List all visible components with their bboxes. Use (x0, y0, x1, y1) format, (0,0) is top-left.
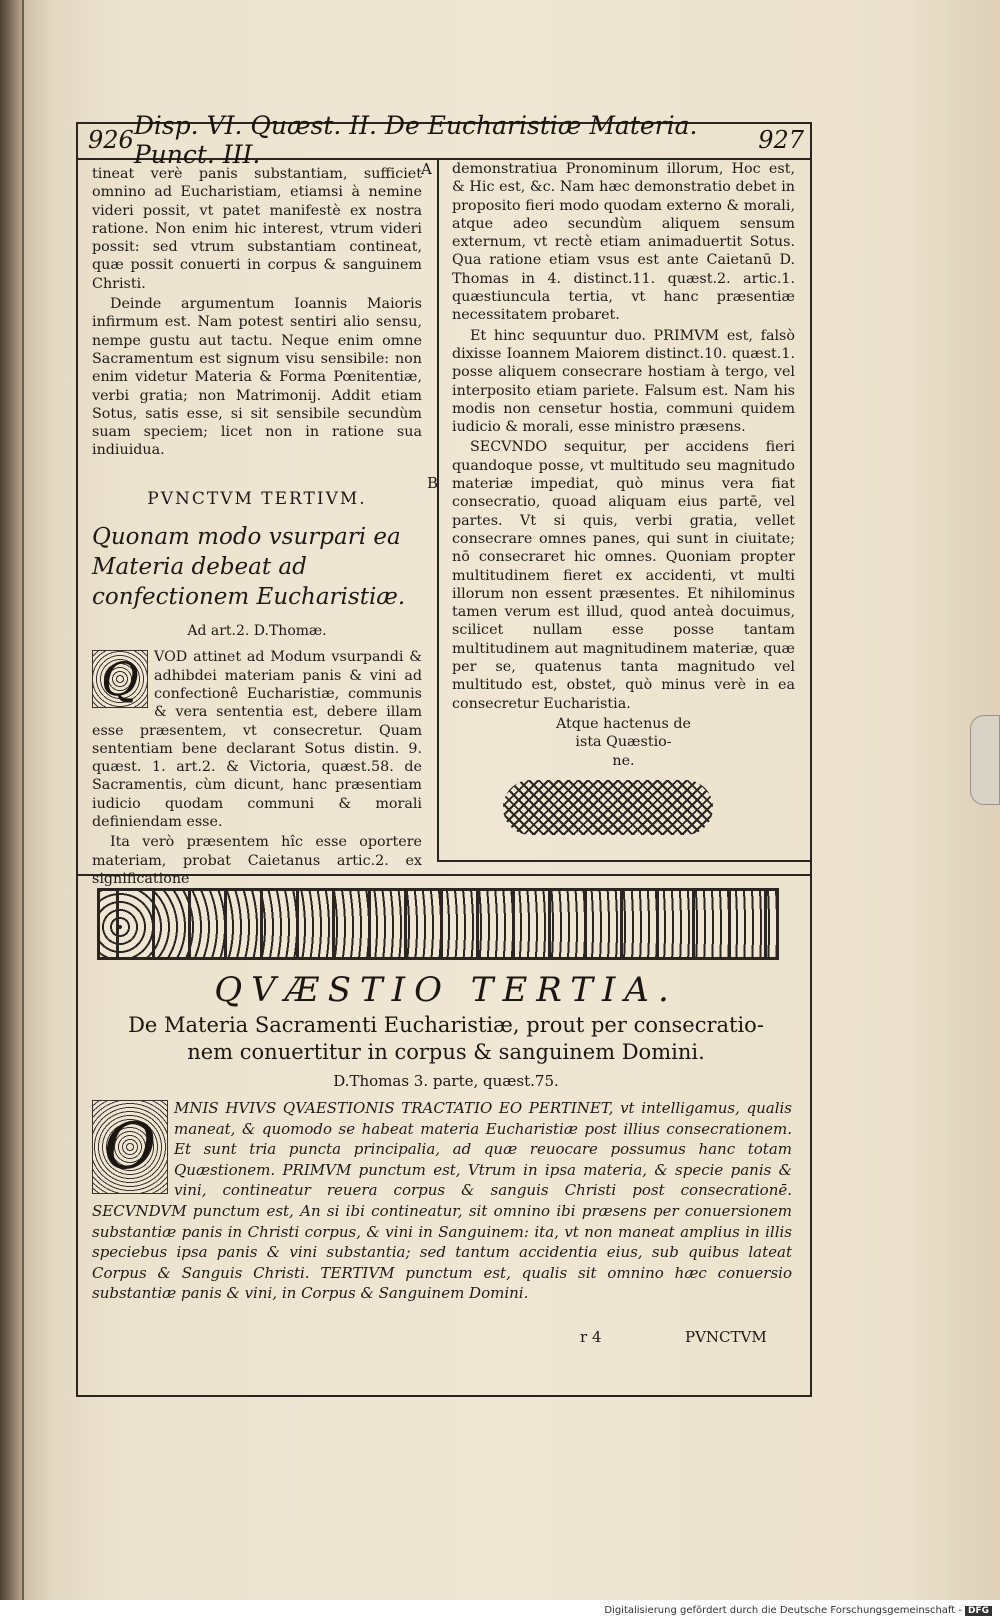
ornament-headband (97, 888, 779, 960)
ornament-tailpiece (503, 780, 713, 835)
left-body-2: Ita verò præsentem hîc esse oportere materiam, probat Caietanus artic.2. ex significatione (92, 834, 422, 887)
margin-letter-b: B (427, 474, 439, 492)
section-reference: Ad art.2. D.Thomæ. (187, 623, 327, 640)
decorated-initial-o (92, 1100, 168, 1194)
dfg-logo: DFG (965, 1606, 992, 1616)
digitization-footer (0, 1600, 1000, 1623)
quaestio-subtitle-line-2: nem conuertitur in corpus & sanguinem Domini. (187, 1040, 705, 1064)
left-column (92, 165, 422, 890)
left-page-number: 926 (88, 126, 134, 154)
running-head (88, 111, 804, 169)
closing-line-1: Atque hactenus de (555, 715, 692, 732)
signature-mark: r 4 (580, 1328, 602, 1346)
right-column (452, 160, 795, 770)
section-question: Quonam modo vsurpari ea Materia debeat ad confectionem Eucharistiæ. (92, 524, 406, 611)
margin-letter-a: A (421, 160, 432, 178)
page-tab-marker (970, 715, 1000, 805)
initial-letter: Q (101, 652, 139, 707)
quaestio-title: QVÆSTIO TERTIA. (214, 970, 678, 1010)
right-paragraph-3: SECVNDO sequitur, per accidens fieri quandoque posse, vt multitudo seu magnitudo materiæ impediat, quò minus vera fiat consecratio, quoad aliquam eius partē, vel partes. Vt si quis, verbi gratia, vellet consecrare omnes panes, qui sunt in ciuitate; nō consecraret hic omnes. Quoniam propter multitudinem fieret ex accidenti, vt multi illorum non essent præsentes. Et nihilominus tamen verum est illud, quod anteà docuimus, scilicet nullam esse posse tantam multitudinem aut magnitudinem materiæ, quæ per se, quatenus tanta magnitudo vel multitudo est, obstet, quò minus verè in ea consecretur Eucharistia. (452, 439, 795, 712)
initial-letter: O (103, 1109, 157, 1184)
left-paragraph-1: tineat verè panis substantiam, sufficiet omnino ad Eucharistiam, etiamsi à nemine videri possit, vt patet manifestè ex nostra ratione. Non enim hic interest, vtrum videri possit: sed vtrum substantiam contineat, quæ possit conuerti in corpus & sanguinem Christi. (92, 166, 422, 292)
running-title: Disp. VI. Quæst. II. De Eucharistiæ Materia. Punct. III. (133, 111, 698, 169)
left-body-1: VOD attinet ad Modum vsurpandi & adhibdei materiam panis & vini ad confectionê Eucharistiæ, communis & vera sententia est, debere illam esse præsentem, vt consecretur. Quam sententiam bene declarant Sotus distin. 9. quæst. 1. art.2. & Victoria, quæst.58. de Sacramentis, cùm dicunt, hanc præsentiam iudicio quodam communi & morali definiendam esse. (92, 649, 422, 831)
right-paragraph-1: demonstratiua Pronominum illorum, Hoc est, & Hic est, &c. Nam hæc demonstratio debet in proposito fieri modo quodam externo & morali, atque adeo secundùm aliquem sensum externum, vt rectè etiam animaduertit Sotus. Qua ratione etiam vsus est ante Caietanū D. Thomas in 4. distinct.11. quæst.2. artic.1. quæstiuncula tertia, vt hanc præsentiæ necessitatem probaret. (452, 161, 795, 324)
footer-text: Digitalisierung gefördert durch die Deutsche Forschungsgemeinschaft - (604, 1605, 962, 1616)
section-heading: PVNCTVM TERTIVM. (147, 488, 367, 509)
right-paragraph-2: Et hinc sequuntur duo. PRIMVM est, falsò dixisse Ioannem Maiorem distinct.10. quæst.1. posse aliquem consecrare hostiam à tergo, vel interposito etiam pariete. Falsum est. Nam his modis non censetur hostia, communi quidem iudicio & morali, esse ministro præsens. (452, 327, 795, 436)
closing-line-2: ista Quæstio- (575, 734, 672, 751)
decorated-initial-q (92, 650, 148, 708)
quaestio-subtitle (88, 1012, 804, 1066)
closing-line-3: ne. (612, 752, 635, 769)
section-rule (437, 860, 812, 862)
quaestio-text: MNIS HVIVS QVAESTIONIS TRACTATIO EO PERTINET, vt intelligamus, qualis maneat, & quomodo se habeat materia Eucharistiæ post illius consecrationem. Et sunt tria puncta principalia, ad quæ reuocare possumus hanc totam Quæstionem. PRIMVM punctum est, Vtrum in ipsa materia, & specie panis & vini, contineatur reuera corpus & sanguis Christi post consecrationē. SECVNDVM punctum est, An si ibi contineatur, sit omnino ibi præsens per conuersionem substantiæ panis in Christi corpus, & vini in Sanguinem: ita, vt non maneat amplius in illis speciebus ipsa panis & vini substantia; sed tantum accidentia eius, sub quibus lateat Corpus & Sanguis Christi. TERTIVM punctum est, qualis sit omnino hæc conuersio substantiæ panis & vini, in Corpus & Sanguinem Domini. (92, 1099, 792, 1303)
left-paragraph-2: Deinde argumentum Ioannis Maioris infirmum est. Nam potest sentiri alio sensu, nempe gustu aut tactu. Neque enim omne Sacramentum est signum visu sensibile: non enim videtur Materia & Forma Pœnitentiæ, verbi gratia; non Matrimonij. Addit etiam Sotus, satis esse, si sit sensibile secundùm suam speciem; licet non in ratione sua indiuidua. (92, 296, 422, 459)
quaestio-reference: D.Thomas 3. parte, quæst.75. (333, 1072, 559, 1090)
column-divider (437, 160, 439, 860)
right-page-number: 927 (758, 126, 804, 154)
book-spine (0, 0, 22, 1600)
catchword: PVNCTVM (685, 1328, 767, 1346)
quaestio-subtitle-line-1: De Materia Sacramenti Eucharistiæ, prout per consecratio- (128, 1013, 764, 1037)
quaestio-body (92, 1098, 792, 1304)
